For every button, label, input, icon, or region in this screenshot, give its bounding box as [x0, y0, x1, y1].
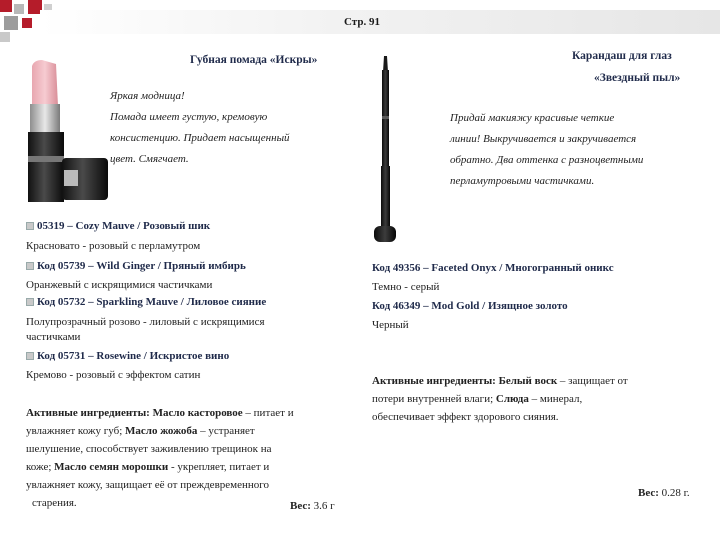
ingredient-text: – защищает от [559, 375, 628, 387]
bullet-icon [26, 352, 34, 360]
weight-value: 0.28 г. [661, 487, 690, 499]
lipstick-shade [26, 260, 246, 272]
weight-value: 3.6 г [313, 500, 335, 512]
header-bar [40, 10, 720, 34]
shade-description: Красновато - розовый с перламутром [26, 240, 201, 252]
lipstick-shade [26, 220, 210, 232]
lipstick-desc-line: цвет. Смягчает. [110, 153, 189, 165]
ingredient-text: потери внутренней влаги; [372, 393, 494, 405]
ingredient-text: шелушение, способствует заживлению трещинок на [26, 443, 272, 455]
ingredient-text: обеспечивает эффект здорового сияния. [372, 411, 559, 423]
weight-label: Вес: [638, 487, 659, 499]
ingredient-text: старения. [32, 497, 77, 509]
ingredient-text: – питает и [245, 407, 294, 419]
lipstick-shade [26, 296, 266, 308]
ingredient-name: Масло жожоба [125, 425, 198, 437]
shade-code: Код 46349 – Mod Gold / Изящное золото [372, 300, 568, 312]
shade-code: Код 05739 – Wild Ginger / Пряный имбирь [37, 260, 246, 272]
ingredient-text: увлажняет кожу губ; [26, 425, 123, 437]
pencil-title: Карандаш для глаз [572, 50, 672, 62]
lipstick-shade [26, 350, 229, 362]
ingredients-lead: Активные ингредиенты: [372, 375, 496, 387]
shade-description: Кремово - розовый с эффектом сатин [26, 369, 201, 381]
pencil-subtitle: «Звездный пыл» [594, 72, 681, 84]
ingredient-name: Белый воск [498, 375, 558, 387]
shade-description: Полупрозрачный розово - лиловый с искрящимися [26, 316, 265, 328]
bullet-icon [26, 222, 34, 230]
ingredient-text: - укрепляет, питает и [170, 461, 270, 473]
eye-pencil-image [372, 56, 402, 246]
lipstick-description [110, 86, 290, 170]
ingredient-name: Масло касторовое [152, 407, 243, 419]
ingredient-name: Масло семян морошки [54, 461, 169, 473]
lipstick-image [22, 58, 112, 206]
pencil-desc-line: линии! Выкручивается и закручивается [450, 133, 637, 145]
lipstick-title: Губная помада «Искры» [190, 54, 318, 66]
ingredient-text: – устраняет [200, 425, 255, 437]
lipstick-weight [290, 500, 335, 512]
page-number: Стр. 91 [344, 16, 380, 28]
pencil-description [450, 108, 643, 192]
shade-description: Черный [372, 319, 409, 331]
shade-description: Оранжевый с искрящимися частичками [26, 279, 213, 291]
ingredient-name: Слюда [495, 393, 529, 405]
lipstick-desc-line: Яркая модница! [110, 90, 185, 102]
ingredient-text: – минерал, [531, 393, 583, 405]
ingredient-text: увлажняет кожу, защищает её от преждевременного [26, 479, 269, 491]
shade-code: Код 05732 – Sparkling Mauve / Лиловое сияние [37, 296, 267, 308]
ingredients-lead: Активные ингредиенты: [26, 407, 150, 419]
shade-code: 05319 – Cozy Mauve / Розовый шик [37, 220, 211, 232]
ingredient-text: коже; [26, 461, 52, 473]
pencil-weight [638, 487, 690, 499]
lipstick-desc-line: консистенцию. Придает насыщенный [110, 132, 290, 144]
pencil-desc-line: Придай макияжу красивые четкие [450, 112, 615, 124]
pencil-desc-line: перламутровыми частичками. [450, 175, 595, 187]
shade-code: Код 49356 – Faceted Onyx / Многогранный оникс [372, 262, 614, 274]
lipstick-ingredients [26, 404, 356, 512]
lipstick-desc-line: Помада имеет густую, кремовую [110, 111, 268, 123]
shade-code: Код 05731 – Rosewine / Искристое вино [37, 350, 230, 362]
shade-description: Темно - серый [372, 281, 440, 293]
pencil-ingredients [372, 372, 702, 426]
bullet-icon [26, 262, 34, 270]
shade-description: частичками [26, 331, 81, 343]
weight-label: Вес: [290, 500, 311, 512]
pencil-desc-line: обратно. Два оттенка с разноцветными [450, 154, 644, 166]
bullet-icon [26, 298, 34, 306]
